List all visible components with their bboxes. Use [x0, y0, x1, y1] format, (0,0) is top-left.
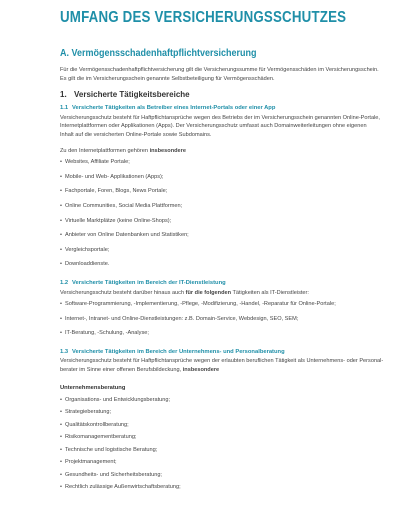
section-1-3-title: Versicherte Tätigkeiten im Bereich der Unternehmens- und Personalberatung: [72, 348, 285, 355]
section-a-heading: A. Vermögensschadenhaftpflichtversicherung: [60, 48, 257, 59]
list-item: • Online Communities, Social Media Plattformen;: [60, 199, 405, 214]
document-content: [60, 48, 405, 494]
list-item: • Risikomanagementberatung;: [60, 431, 405, 444]
list-item: • Fachportale, Foren, Blogs, News Portale;: [60, 184, 405, 199]
section-1-3-text-2: [60, 366, 405, 375]
section-1-2-text-part: Versicherungsschutz besteht darüber hinaus auch: [60, 289, 186, 296]
section-a-intro-2: Es gilt die im Versicherungsschein genannte Selbstbeteiligung für Vermögensschäden.: [60, 75, 275, 82]
list-item: • Websites, Affiliate Portale;: [60, 155, 405, 170]
list-item: • Technische und logistische Beratung;: [60, 444, 405, 457]
section-1-3-list: [60, 394, 405, 494]
list-item: • Internet-, Intranet- und Online-Dienstleistungen: z.B. Domain-Service, Webdesign, SEO, SEM;: [60, 312, 405, 327]
section-1-2-list: [60, 297, 405, 341]
section-1-1-number: 1.1: [60, 105, 69, 112]
list-intro-text: Zu den Internetplattformen gehören: [60, 147, 150, 154]
document-title: UMFANG DES VERSICHERUNGSSCHUTZES: [60, 9, 347, 26]
section-1-3-text-part: berater im Sinne einer offenen Berufsbildeckung,: [60, 367, 183, 374]
list-item: • Vergleichsportale;: [60, 243, 405, 258]
section-1-1-text-1: Versicherungsschutz besteht für Haftpflichtansprüche wegen des Betriebs der im Versicherungsschein genannten Online-Portale,: [60, 114, 380, 121]
section-1-3-number: 1.3: [60, 348, 69, 355]
section-1-heading: [60, 90, 405, 99]
section-1-2-heading: [60, 279, 405, 288]
section-1-1-text-2: Internetplattformen oder Applikationen (Apps). Der Versicherungsschutz umfasst auch Domainweiterleitungen ohne eigenen: [60, 123, 367, 130]
subsection-heading: Unternehmensberatung: [60, 384, 126, 391]
section-1-title: Versicherte Tätigkeitsbereiche: [74, 90, 190, 100]
section-1-2-title: Versicherte Tätigkeiten im Bereich der IT-Dienstleistung: [72, 279, 226, 286]
list-item: • Virtuelle Marktplätze (keine Online-Shops);: [60, 214, 405, 229]
section-1-1-text-3: Inhalt auf die versicherten Online-Portale sowie Subdomains.: [60, 131, 212, 138]
list-intro-emphasis: insbesondere: [149, 147, 186, 154]
list-item: • Organisations- und Entwicklungsberatung;: [60, 394, 405, 407]
list-item: • Anbieter von Online Datenbanken und Statistiken;: [60, 228, 405, 243]
section-1-1-heading: [60, 104, 405, 113]
list-item: • Downloaddienste.: [60, 257, 405, 272]
section-a-intro-1: Für die Vermögensschadenhaftpflichtversicherung gilt die Versicherungssumme für Vermögensschäden im Versicherungsschein.: [60, 67, 379, 73]
list-item: • Gesundheits- und Sicherheitsberatung;: [60, 469, 405, 482]
list-item: • Software-Programmierung, -Implementierung, -Pflege, -Modifizierung, -Handel, -Reparatur für Online-Portale;: [60, 297, 405, 312]
section-1-3-text-emphasis: insbesondere: [182, 367, 220, 374]
list-item: • Qualitätskontrollberatung;: [60, 419, 405, 432]
list-item: • Mobile- und Web- Applikationen (Apps);: [60, 170, 405, 185]
list-item: • IT-Beratung, -Schulung, -Analyse;: [60, 326, 405, 341]
section-1-1-list-intro: [60, 147, 405, 156]
section-1-3-text-1: Versicherungsschutz besteht für Haftpflichtansprüche wegen der erlaubten beruflichen Tätigkeit als Unternehmens- oder Personal-: [60, 358, 384, 365]
section-1-2-text: [60, 289, 405, 298]
section-1-3-heading: [60, 348, 405, 357]
list-item: • Rechtlich zulässige Außenwirtschaftsberatung;: [60, 481, 405, 494]
section-1-number: 1.: [60, 90, 67, 100]
section-1-2-number: 1.2: [60, 279, 69, 286]
section-1-1-list: [60, 155, 405, 272]
section-1-1-title: Versicherte Tätigkeiten als Betreiber eines Internet-Portals oder einer App: [72, 105, 276, 112]
list-item: • Strategieberatung;: [60, 406, 405, 419]
list-item: • Projektmanagement;: [60, 456, 405, 469]
section-1-2-text-emphasis: für die folgenden: [185, 289, 232, 296]
section-1-2-text-part: Tätigkeiten als IT-Dienstleister:: [231, 289, 309, 296]
